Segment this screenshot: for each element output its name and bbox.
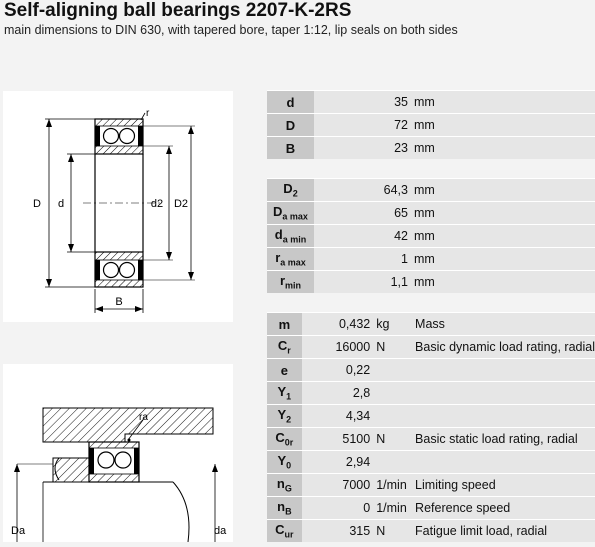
table-row bbox=[267, 451, 595, 474]
table-row bbox=[267, 428, 595, 451]
parameter-symbol bbox=[267, 248, 314, 271]
table-row bbox=[267, 225, 595, 248]
parameter-unit: kg bbox=[374, 313, 411, 336]
parameter-value: 0 bbox=[302, 497, 375, 520]
symbol-subscript: ur bbox=[284, 529, 294, 540]
parameter-symbol bbox=[267, 202, 314, 225]
symbol-subscript: min bbox=[285, 280, 302, 291]
symbol-subscript: 0r bbox=[284, 437, 294, 448]
parameter-unit: N bbox=[374, 428, 411, 451]
table-row bbox=[267, 91, 595, 114]
symbol-subscript: a max bbox=[282, 211, 308, 222]
table-row bbox=[267, 474, 595, 497]
parameter-description bbox=[452, 271, 595, 294]
parameter-value: 7000 bbox=[302, 474, 375, 497]
parameter-symbol bbox=[267, 359, 302, 382]
parameter-unit: mm bbox=[412, 225, 452, 248]
symbol-text: Y bbox=[277, 384, 287, 400]
parameter-value: 2,8 bbox=[302, 382, 375, 405]
parameter-value: 0,432 bbox=[302, 313, 375, 336]
symbol-text: C bbox=[275, 522, 285, 538]
parameter-unit bbox=[374, 382, 411, 405]
parameter-symbol bbox=[267, 474, 302, 497]
symbol-text: r bbox=[275, 250, 281, 266]
parameter-symbol bbox=[267, 405, 302, 428]
table-row bbox=[267, 202, 595, 225]
parameter-description: Basic static load rating, radial bbox=[411, 428, 595, 451]
symbol-text: D bbox=[283, 181, 293, 197]
parameter-description: Fatigue limit load, radial bbox=[411, 520, 595, 543]
table-row bbox=[267, 137, 595, 160]
table-row bbox=[267, 271, 595, 294]
symbol-text: Y bbox=[277, 453, 287, 469]
parameter-value: 23 bbox=[314, 137, 412, 160]
table-row bbox=[267, 248, 595, 271]
symbol-text: D bbox=[285, 117, 296, 133]
parameter-unit bbox=[374, 359, 411, 382]
symbol-subscript: B bbox=[285, 506, 292, 517]
parameter-unit: mm bbox=[412, 114, 452, 137]
label-D2: D2 bbox=[173, 198, 189, 210]
parameter-description bbox=[411, 359, 595, 382]
label-d: d bbox=[57, 198, 65, 210]
label-ra: ra bbox=[139, 412, 148, 423]
symbol-subscript: r bbox=[287, 345, 291, 356]
parameter-description bbox=[452, 179, 595, 202]
symbol-text: e bbox=[280, 362, 288, 378]
parameter-value: 42 bbox=[314, 225, 412, 248]
symbol-text: r bbox=[279, 273, 286, 289]
symbol-text: d bbox=[274, 227, 283, 243]
symbol-text: C bbox=[277, 338, 288, 354]
parameter-value: 1 bbox=[314, 248, 412, 271]
table-row bbox=[267, 336, 595, 359]
symbol-subscript: 0 bbox=[286, 460, 292, 471]
parameter-unit bbox=[374, 405, 411, 428]
parameter-value: 16000 bbox=[302, 336, 375, 359]
parameter-value: 1,1 bbox=[314, 271, 412, 294]
parameter-unit bbox=[374, 451, 411, 474]
parameter-symbol bbox=[267, 520, 302, 543]
symbol-text: B bbox=[285, 140, 296, 156]
symbol-text: n bbox=[277, 499, 286, 515]
parameter-value: 315 bbox=[302, 520, 375, 543]
parameter-description bbox=[452, 248, 595, 271]
table-row bbox=[267, 313, 595, 336]
parameter-value: 72 bbox=[314, 114, 412, 137]
parameter-description bbox=[411, 382, 595, 405]
parameter-unit: N bbox=[374, 520, 411, 543]
parameter-description: Basic dynamic load rating, radial bbox=[411, 336, 595, 359]
parameter-unit: mm bbox=[412, 179, 452, 202]
parameter-symbol bbox=[267, 137, 314, 160]
table-row bbox=[267, 497, 595, 520]
mounting-dimension-drawing bbox=[3, 364, 233, 542]
label-d2: d2 bbox=[150, 198, 164, 210]
parameter-symbol bbox=[267, 179, 314, 202]
table-row bbox=[267, 520, 595, 543]
parameter-description bbox=[452, 91, 595, 114]
parameter-unit: mm bbox=[412, 271, 452, 294]
label-r: r bbox=[146, 108, 150, 119]
parameter-description bbox=[452, 225, 595, 248]
parameter-unit: 1/min bbox=[374, 474, 411, 497]
parameter-unit: N bbox=[374, 336, 411, 359]
parameter-symbol bbox=[267, 271, 314, 294]
parameter-value: 2,94 bbox=[302, 451, 375, 474]
parameter-symbol bbox=[267, 91, 314, 114]
symbol-text: m bbox=[278, 316, 291, 332]
symbol-text: n bbox=[276, 476, 285, 492]
table-row bbox=[267, 382, 595, 405]
parameter-description bbox=[452, 202, 595, 225]
symbol-text: C bbox=[275, 430, 285, 446]
label-da: da bbox=[214, 525, 227, 537]
table-main-dimensions bbox=[267, 90, 595, 159]
parameter-symbol bbox=[267, 336, 302, 359]
symbol-subscript: 2 bbox=[286, 414, 292, 425]
label-Da: Da bbox=[11, 525, 26, 537]
symbol-subscript: 1 bbox=[286, 391, 292, 402]
parameter-unit: mm bbox=[412, 202, 452, 225]
parameter-symbol bbox=[267, 313, 302, 336]
parameter-description bbox=[452, 137, 595, 160]
parameter-description bbox=[411, 405, 595, 428]
table-mounting-dimensions bbox=[267, 178, 595, 293]
parameter-value: 4,34 bbox=[302, 405, 375, 428]
label-D: D bbox=[33, 198, 41, 210]
parameter-unit: 1/min bbox=[374, 497, 411, 520]
parameter-symbol bbox=[267, 497, 302, 520]
parameter-symbol bbox=[267, 382, 302, 405]
parameter-value: 5100 bbox=[302, 428, 375, 451]
table-performance-data bbox=[267, 312, 595, 542]
parameter-unit: mm bbox=[412, 248, 452, 271]
table-row bbox=[267, 359, 595, 382]
page-title: Self-aligning ball bearings 2207-K-2RS bbox=[4, 0, 352, 21]
parameter-symbol bbox=[267, 114, 314, 137]
symbol-subscript: a max bbox=[280, 257, 306, 268]
label-B: B bbox=[115, 296, 123, 308]
parameter-value: 0,22 bbox=[302, 359, 375, 382]
symbol-subscript: 2 bbox=[292, 188, 298, 199]
parameter-description: Reference speed bbox=[411, 497, 595, 520]
symbol-text: d bbox=[286, 94, 295, 110]
page-subtitle: main dimensions to DIN 630, with tapered bore, taper 1:12, lip seals on both sides bbox=[4, 23, 458, 37]
parameter-value: 35 bbox=[314, 91, 412, 114]
parameter-value: 64,3 bbox=[314, 179, 412, 202]
table-row bbox=[267, 114, 595, 137]
table-row bbox=[267, 179, 595, 202]
parameter-unit: mm bbox=[412, 91, 452, 114]
symbol-text: D bbox=[273, 204, 283, 220]
parameter-unit: mm bbox=[412, 137, 452, 160]
parameter-description: Limiting speed bbox=[411, 474, 595, 497]
parameter-description: Mass bbox=[411, 313, 595, 336]
symbol-subscript: G bbox=[284, 483, 292, 494]
parameter-symbol bbox=[267, 225, 314, 248]
parameter-symbol bbox=[267, 428, 302, 451]
bearing-dimension-drawing bbox=[3, 91, 233, 322]
symbol-subscript: a min bbox=[282, 234, 307, 245]
parameter-description bbox=[411, 451, 595, 474]
parameter-description bbox=[452, 114, 595, 137]
parameter-symbol bbox=[267, 451, 302, 474]
table-row bbox=[267, 405, 595, 428]
symbol-text: Y bbox=[277, 407, 287, 423]
parameter-value: 65 bbox=[314, 202, 412, 225]
